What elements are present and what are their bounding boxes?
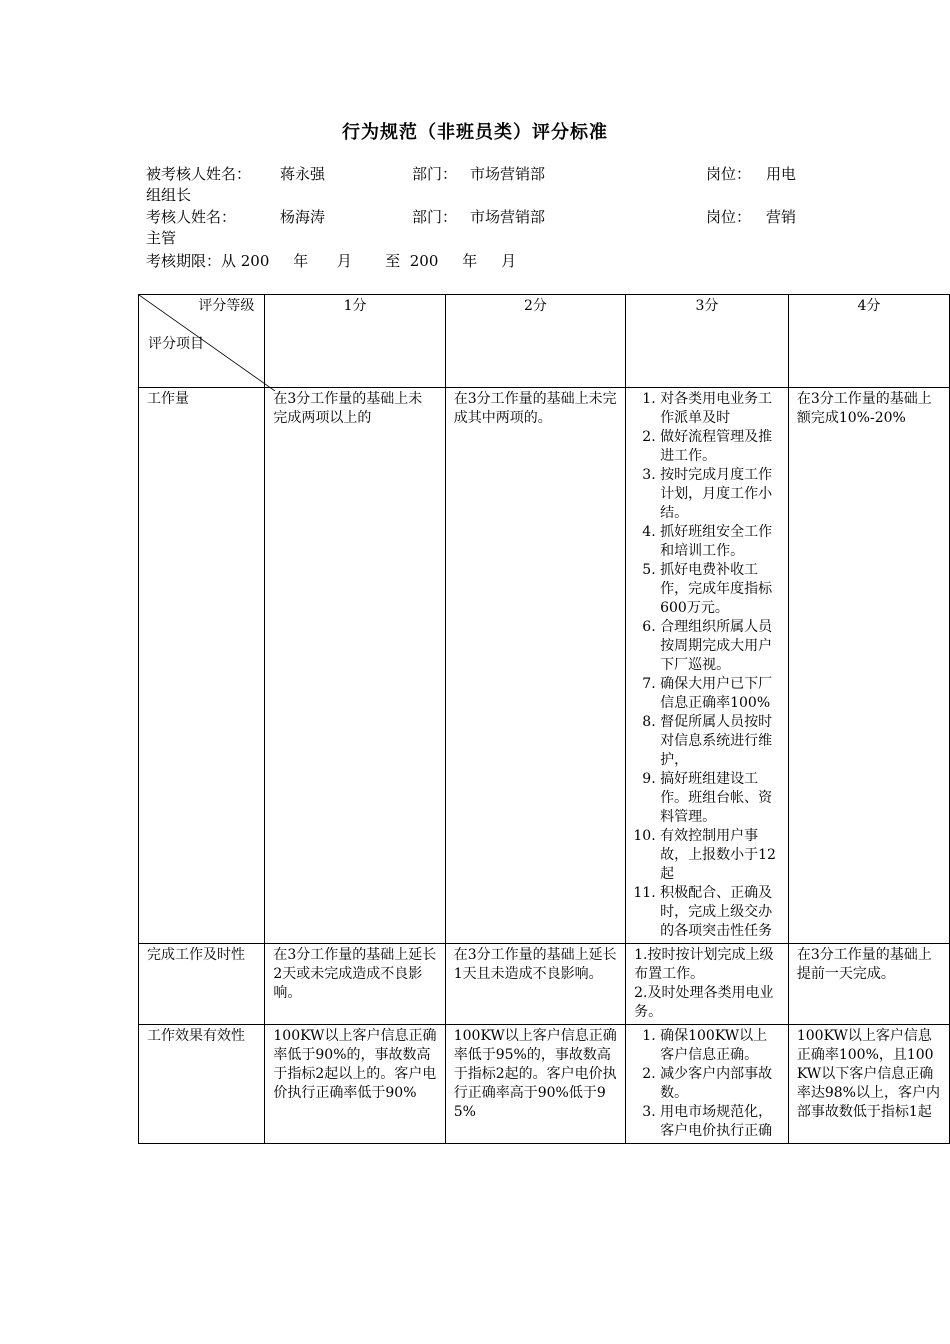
examiner-label: 考核人姓名：	[146, 208, 237, 226]
list-item: 2. 做好流程管理及推进工作。	[660, 428, 780, 466]
post-label-2: 岗位：	[706, 208, 752, 226]
list-item: 2. 减少客户内部事故数。	[660, 1065, 780, 1103]
post-2-b: 主管	[146, 229, 177, 247]
row-score-3: 1.按时按计划完成上级布置工作。 2.及时处理各类用电业务。	[626, 944, 789, 1025]
row-score-2: 100KW以上客户信息正确率低于95%的，事故数高于指标2起的。客户电价执行正确率高于90%低于95%	[445, 1025, 625, 1144]
list-item: 8. 督促所属人员按时对信息系统进行维护，	[660, 713, 780, 770]
header-score-2: 2分	[445, 295, 625, 388]
page-title: 行为规范（非班员类）评分标准	[342, 122, 608, 143]
row-score-4: 在3分工作量的基础上额完成10%-20%	[788, 388, 949, 944]
row-score-4: 100KW以上客户信息正确率100%，且100KW以下客户信息正确率达98%以上，客户内部事故数低于指标1起	[788, 1025, 949, 1144]
row-score-3	[626, 388, 789, 944]
header-score-4: 4分	[788, 295, 949, 388]
list-item: 5. 抓好电费补收工作，完成年度指标600万元。	[660, 561, 780, 618]
examiner-name: 杨海涛	[280, 208, 326, 226]
dept-label-2: 部门：	[412, 208, 458, 226]
score-3-list	[630, 1027, 780, 1141]
list-item: 1. 对各类用电业务工作派单及时	[660, 390, 780, 428]
header-score-3: 3分	[626, 295, 789, 388]
score-3-list	[630, 390, 780, 941]
examinee-label: 被考核人姓名：	[146, 165, 252, 183]
period-line: 考核期限：从 200 年 月 至 200 年 月	[146, 252, 517, 270]
list-item: 9. 搞好班组建设工作。班组台帐、资料管理。	[660, 770, 780, 827]
list-item: 3. 用电市场规范化，客户电价执行正确	[660, 1103, 780, 1141]
examinee-name: 蒋永强	[280, 165, 326, 183]
corner-bottom-label: 评分项目	[148, 336, 204, 352]
post-1-a: 用电	[766, 165, 797, 183]
table-row	[139, 1025, 950, 1144]
row-score-2: 在3分工作量的基础上延长1天且未造成不良影响。	[445, 944, 625, 1025]
scoring-table	[138, 294, 950, 1144]
corner-top-label: 评分等级	[198, 298, 255, 314]
dept-label-1: 部门：	[412, 165, 458, 183]
row-item: 工作效果有效性	[139, 1025, 265, 1144]
header-score-1: 1分	[265, 295, 445, 388]
row-item: 工作量	[139, 388, 265, 944]
corner-cell	[139, 295, 265, 388]
row-score-4: 在3分工作量的基础上提前一天完成。	[788, 944, 949, 1025]
list-item: 3. 按时完成月度工作计划，月度工作小结。	[660, 466, 780, 523]
row-item: 完成工作及时性	[139, 944, 265, 1025]
list-item: 6. 合理组织所属人员按周期完成大用户下厂巡视。	[660, 618, 780, 675]
list-item: 10. 有效控制用户事故，上报数小于12起	[660, 827, 780, 884]
list-item: 7. 确保大用户已下厂信息正确率100%	[660, 675, 780, 713]
dept-1: 市场营销部	[470, 165, 546, 183]
list-item: 1. 确保100KW以上客户信息正确。	[660, 1027, 780, 1065]
post-label-1: 岗位：	[706, 165, 752, 183]
row-score-1: 在3分工作量的基础上未 完成两项以上的	[265, 388, 445, 944]
row-score-1: 在3分工作量的基础上延长2天或未完成造成不良影响。	[265, 944, 445, 1025]
table-row	[139, 944, 950, 1025]
post-1-b: 组组长	[146, 186, 192, 204]
table-header-row	[139, 295, 950, 388]
list-item: 4. 抓好班组安全工作和培训工作。	[660, 523, 780, 561]
table-row	[139, 388, 950, 944]
row-score-2: 在3分工作量的基础上未完成其中两项的。	[445, 388, 625, 944]
row-score-1: 100KW以上客户信息正确率低于90%的，事故数高于指标2起以上的。客户电价执行正确率低于90%	[265, 1025, 445, 1144]
dept-2: 市场营销部	[470, 208, 546, 226]
row-score-3	[626, 1025, 789, 1144]
post-2-a: 营销	[766, 208, 797, 226]
list-item: 11. 积极配合、正确及时，完成上级交办的各项突击性任务	[660, 884, 780, 941]
